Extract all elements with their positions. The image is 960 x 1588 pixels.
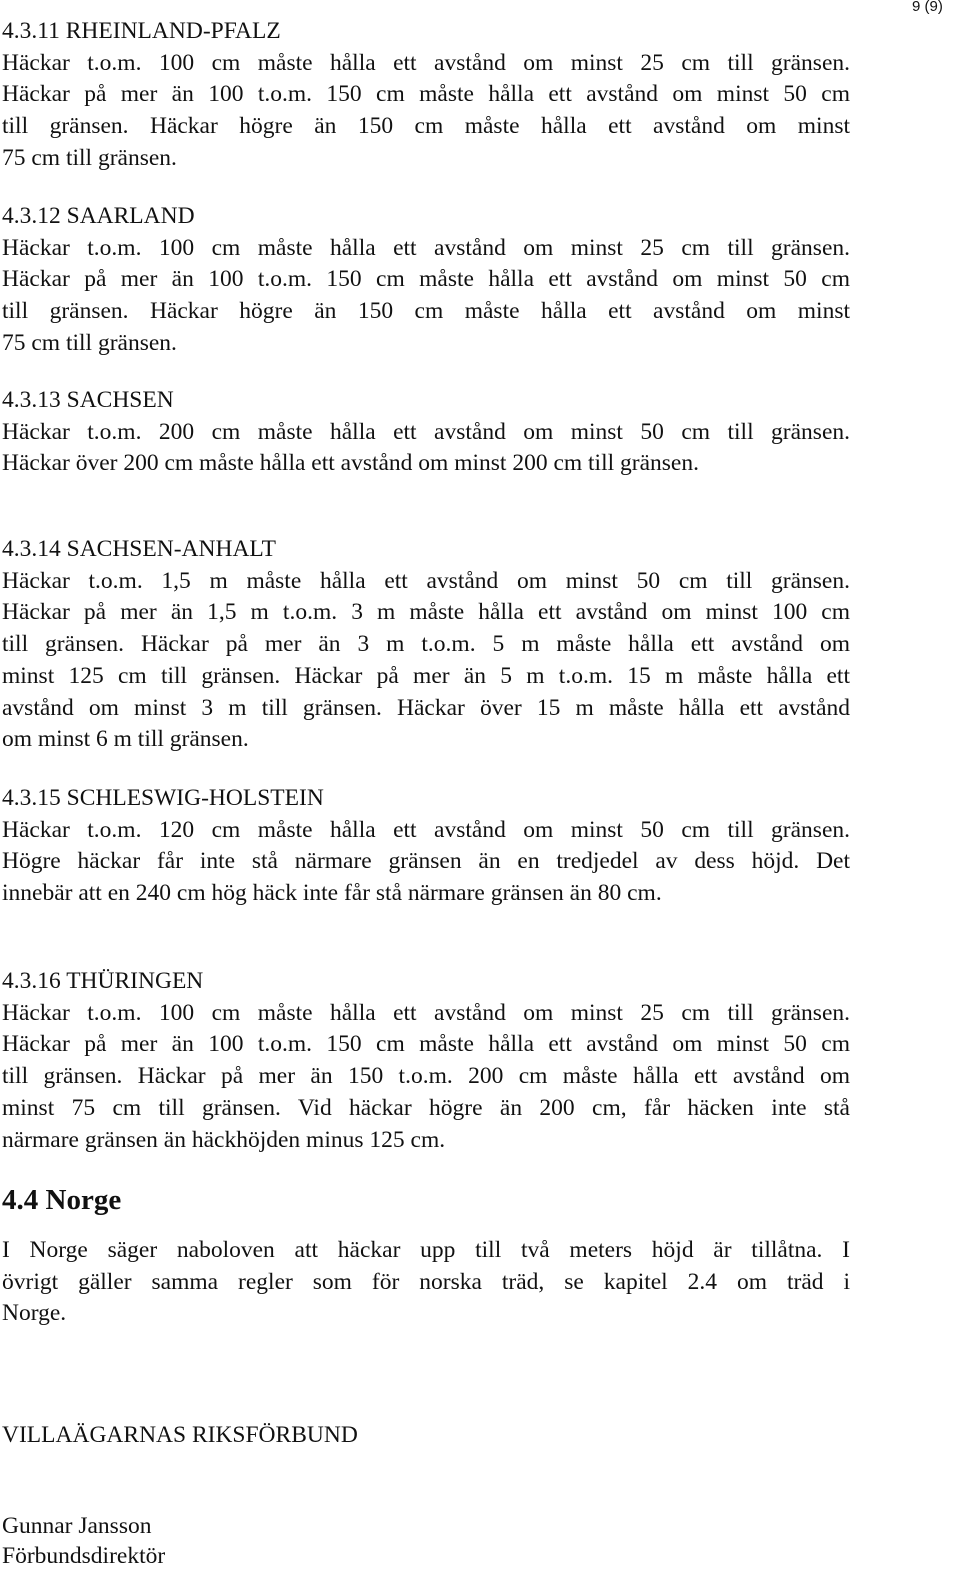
organization-name: VILLAÄGARNAS RIKSFÖRBUND: [2, 1422, 358, 1448]
text-line: 75 cm till gränsen.: [2, 144, 177, 171]
text-line: minst 125 cm till gränsen. Häckar på mer än 5 m t.o.m. 15 m måste hålla ett: [2, 662, 850, 689]
text-line: Häckar över 200 cm måste hålla ett avstånd om minst 200 cm till gränsen.: [2, 450, 699, 477]
section-heading: 4.3.11 RHEINLAND-PFALZ: [2, 18, 281, 44]
text-line: Häckar på mer än 100 t.o.m. 150 cm måste hålla ett avstånd om minst 50 cm: [2, 1031, 850, 1058]
text-line: innebär att en 240 cm hög häck inte får stå närmare gränsen än 80 cm.: [2, 880, 662, 907]
text-line: övrigt gäller samma regler som för norska träd, se kapitel 2.4 om träd i: [2, 1268, 850, 1295]
text-line: Häckar på mer än 100 t.o.m. 150 cm måste hålla ett avstånd om minst 50 cm: [2, 266, 850, 293]
section: [2, 534, 850, 756]
section-heading: 4.3.14 SACHSEN-ANHALT: [2, 536, 276, 562]
text-line: Häckar t.o.m. 1,5 m måste hålla ett avstånd om minst 50 cm till gränsen.: [2, 567, 850, 594]
norge-paragraph: [2, 1235, 850, 1330]
text-line: minst 75 cm till gränsen. Vid häckar högre än 200 cm, får häcken inte stå: [2, 1094, 850, 1121]
section-heading-norge: 4.4 Norge: [2, 1184, 122, 1216]
section-heading: 4.3.15 SCHLESWIG-HOLSTEIN: [2, 785, 324, 811]
text-line: Häckar t.o.m. 100 cm måste hålla ett avstånd om minst 25 cm till gränsen.: [2, 999, 850, 1026]
text-line: Häckar t.o.m. 100 cm måste hålla ett avstånd om minst 25 cm till gränsen.: [2, 234, 850, 261]
text-line: till gränsen. Häckar högre än 150 cm måste hålla ett avstånd om minst: [2, 113, 850, 140]
section: [2, 783, 850, 910]
text-line: närmare gränsen än häckhöjden minus 125 cm.: [2, 1126, 446, 1153]
text-line: Häckar på mer än 100 t.o.m. 150 cm måste hålla ett avstånd om minst 50 cm: [2, 81, 850, 108]
text-line: Häckar t.o.m. 120 cm måste hålla ett avstånd om minst 50 cm till gränsen.: [2, 816, 850, 843]
text-line: Norge.: [2, 1300, 67, 1327]
text-line: Häckar t.o.m. 100 cm måste hålla ett avstånd om minst 25 cm till gränsen.: [2, 49, 850, 76]
text-line: till gränsen. Häckar högre än 150 cm måste hålla ett avstånd om minst: [2, 298, 850, 325]
signatory-title: Förbundsdirektör: [2, 1543, 166, 1569]
section: [2, 385, 850, 480]
text-line: 75 cm till gränsen.: [2, 329, 177, 356]
text-line: Häckar t.o.m. 200 cm måste hålla ett avstånd om minst 50 cm till gränsen.: [2, 418, 850, 445]
section: [2, 201, 850, 360]
text-line: Häckar på mer än 1,5 m t.o.m. 3 m måste hålla ett avstånd om minst 100 cm: [2, 599, 850, 626]
text-line: I Norge säger naboloven att häckar upp till två meters höjd är tillåtna. I: [2, 1237, 850, 1263]
section-heading: 4.3.16 THÜRINGEN: [2, 968, 204, 994]
text-line: till gränsen. Häckar på mer än 150 t.o.m. 200 cm måste hålla ett avstånd om: [2, 1063, 850, 1090]
signatory-name: Gunnar Jansson: [2, 1513, 152, 1539]
section: [2, 16, 850, 175]
text-line: avstånd om minst 3 m till gränsen. Häckar över 15 m måste hålla ett avstånd: [2, 694, 850, 721]
text-line: om minst 6 m till gränsen.: [2, 726, 249, 753]
page-number: 9 (9): [912, 0, 943, 15]
section-heading: 4.3.13 SACHSEN: [2, 387, 174, 413]
text-line: Högre häckar får inte stå närmare gränsen än en tredjedel av dess höjd. Det: [2, 848, 850, 875]
section-heading: 4.3.12 SAARLAND: [2, 203, 195, 229]
section: [2, 966, 850, 1156]
text-line: till gränsen. Häckar på mer än 3 m t.o.m. 5 m måste hålla ett avstånd om: [2, 631, 850, 658]
